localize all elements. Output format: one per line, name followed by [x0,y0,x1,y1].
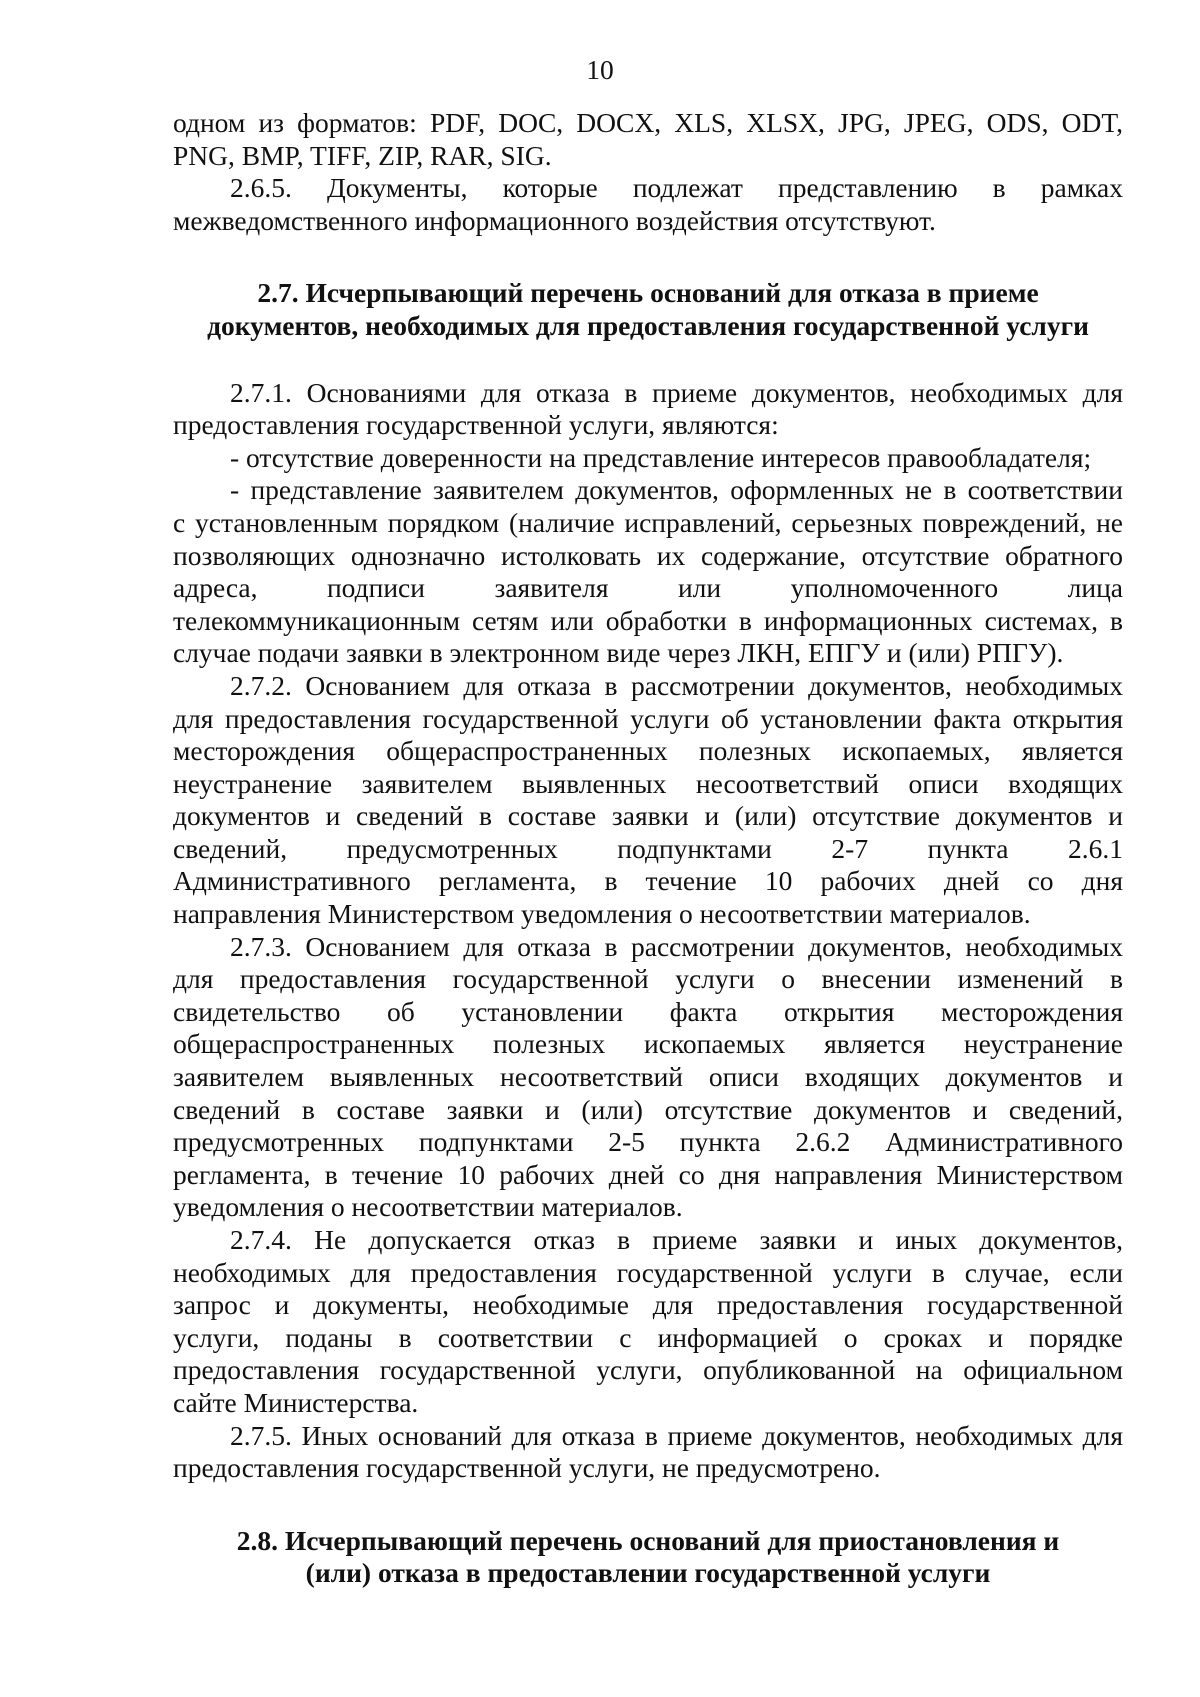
text-line: с установленным порядком (наличие исправлений, серьезных повреждений, не [173,506,1123,538]
text-line: услуги, поданы в соответствии с информацией о сроках и порядке [173,1321,1123,1353]
paragraph [173,172,1123,237]
text-line: предоставления государственной услуги, являются: [173,409,779,441]
text-line: неустранение заявителем выявленных несоответствий описи входящих [173,767,1123,799]
paragraph [173,377,1123,442]
text-line: для предоставления государственной услуги об установлении факта открытия [173,702,1123,734]
text-line: направления Министерством уведомления о несоответствии материалов. [173,898,1031,930]
section-heading [173,277,1123,342]
text-line: заявителем выявленных несоответствий описи входящих документов и [173,1061,1123,1093]
text-line: случае подачи заявки в электронном виде через ЛКН, ЕПГУ и (или) РПГУ). [173,637,1064,669]
document-body [173,107,1123,1590]
text-line: межведомственного информационного воздействия отсутствуют. [173,204,936,236]
text-line: позволяющих однозначно истолковать их содержание, отсутствие обратного [173,539,1123,571]
text-line: предоставления государственной услуги, не предусмотрено. [173,1452,881,1484]
text-line: PNG, BMP, TIFF, ZIP, RAR, SIG. [173,139,552,171]
text-line: необходимых для предоставления государственной услуги в случае, если [173,1256,1123,1288]
text-line: одном из форматов: PDF, DOC, DOCX, XLS, XLSX, JPG, JPEG, ODS, ODT, [173,107,1123,138]
text-line: свидетельство об установлении факта открытия месторождения [173,995,1123,1027]
paragraph [173,442,1123,475]
paragraph [173,1224,1123,1420]
text-line: предоставления государственной услуги, опубликованной на официальном [173,1354,1123,1386]
text-line: 2.7.5. Иных оснований для отказа в приеме документов, необходимых для [230,1419,1123,1451]
text-line: - отсутствие доверенности на представление интересов правообладателя; [230,441,1092,473]
text-line: 2.6.5. Документы, которые подлежат представлению в рамках [230,172,1123,204]
text-line: адреса, подписи заявителя или уполномоченного лица [173,572,1123,604]
text-line: месторождения общераспространенных полезных ископаемых, является [173,735,1123,767]
paragraph [173,1420,1123,1485]
paragraph [173,931,1123,1224]
paragraph [173,474,1123,670]
text-line: для предоставления государственной услуги о внесении изменений в [173,963,1123,995]
text-line: - представление заявителем документов, оформленных не в соответствии [230,474,1123,506]
text-line: общераспространенных полезных ископаемых является неустранение [173,1028,1123,1060]
text-line: запрос и документы, необходимые для предоставления государственной [173,1289,1123,1321]
text-line: сайте Министерства. [173,1386,419,1418]
text-line: телекоммуникационным сетям или обработки в информационных системах, в [173,604,1123,636]
text-line: Административного регламента, в течение 10 рабочих дней со дня [173,865,1123,897]
text-line: предусмотренных подпунктами 2-5 пункта 2.6.2 Административного [173,1126,1123,1158]
text-line: документов и сведений в составе заявки и (или) отсутствие документов и [173,800,1123,832]
paragraph [173,107,1123,172]
text-line: 2.7.4. Не допускается отказ в приеме заявки и иных документов, [230,1224,1123,1255]
section-heading [173,1525,1123,1590]
page-number: 10 [586,54,614,85]
heading-line: 2.8. Исчерпывающий перечень оснований для приостановления и [236,1524,1060,1556]
heading-line: 2.7. Исчерпывающий перечень оснований для отказа в приеме [257,277,1039,309]
heading-line: (или) отказа в предоставлении государственной услуги [305,1557,991,1589]
text-line: 2.7.3. Основанием для отказа в рассмотрении документов, необходимых [230,930,1123,962]
text-line: 2.7.2. Основанием для отказа в рассмотрении документов, необходимых [230,669,1123,701]
text-line: сведений, предусмотренных подпунктами 2-7 пункта 2.6.1 [173,832,1123,864]
paragraph [173,670,1123,931]
text-line: уведомления о несоответствии материалов. [173,1191,683,1223]
heading-line: документов, необходимых для предоставления государственной услуги [207,309,1089,341]
text-line: регламента, в течение 10 рабочих дней со дня направления Министерством [173,1158,1123,1190]
text-line: сведений в составе заявки и (или) отсутствие документов и сведений, [173,1093,1123,1125]
text-line: 2.7.1. Основаниями для отказа в приеме документов, необходимых для [230,376,1123,408]
